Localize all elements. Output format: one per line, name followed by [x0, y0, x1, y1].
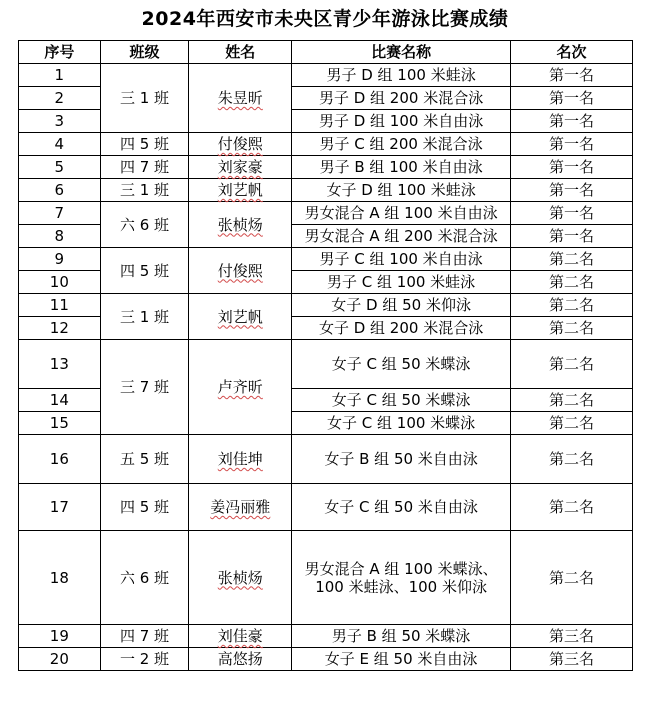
header-event: 比赛名称 — [292, 41, 511, 64]
row-event: 女子 D 组 50 米仰泳 — [292, 294, 511, 317]
table-row — [19, 294, 633, 317]
row-class: 四 5 班 — [100, 484, 189, 531]
row-name: 刘佳坤 — [189, 435, 292, 484]
row-class: 三 1 班 — [100, 179, 189, 202]
row-name: 刘家豪 — [189, 156, 292, 179]
table-row — [19, 202, 633, 225]
row-class: 四 7 班 — [100, 625, 189, 648]
row-name: 刘佳豪 — [189, 625, 292, 648]
row-rank: 第二名 — [510, 531, 632, 625]
row-no: 11 — [19, 294, 101, 317]
row-no: 14 — [19, 389, 101, 412]
row-rank: 第一名 — [510, 87, 632, 110]
row-rank: 第二名 — [510, 317, 632, 340]
row-name: 付俊熙 — [189, 248, 292, 294]
row-rank: 第二名 — [510, 340, 632, 389]
row-class: 五 5 班 — [100, 435, 189, 484]
table-row — [19, 531, 633, 625]
table-row — [19, 648, 633, 671]
row-no: 15 — [19, 412, 101, 435]
row-no: 17 — [19, 484, 101, 531]
row-event: 男子 D 组 100 米自由泳 — [292, 110, 511, 133]
row-no: 12 — [19, 317, 101, 340]
row-name: 张桢炀 — [189, 531, 292, 625]
row-event: 女子 D 组 100 米蛙泳 — [292, 179, 511, 202]
row-name: 张桢炀 — [189, 202, 292, 248]
row-event: 男子 B 组 100 米自由泳 — [292, 156, 511, 179]
row-no: 20 — [19, 648, 101, 671]
row-rank: 第一名 — [510, 225, 632, 248]
row-class: 三 7 班 — [100, 340, 189, 435]
row-event-line: 100 米蛙泳、100 米仰泳 — [315, 577, 487, 596]
row-event: 男子 B 组 50 米蝶泳 — [292, 625, 511, 648]
page-title: 2024年西安市未央区青少年游泳比赛成绩 — [141, 8, 509, 30]
row-no: 4 — [19, 133, 101, 156]
row-no: 16 — [19, 435, 101, 484]
table-row — [19, 133, 633, 156]
header-name: 姓名 — [189, 41, 292, 64]
row-rank: 第一名 — [510, 156, 632, 179]
row-event: 女子 E 组 50 米自由泳 — [292, 648, 511, 671]
table-row — [19, 248, 633, 271]
row-no: 2 — [19, 87, 101, 110]
row-event: 女子 C 组 50 米蝶泳 — [292, 340, 511, 389]
row-rank: 第三名 — [510, 648, 632, 671]
row-class: 一 2 班 — [100, 648, 189, 671]
row-name: 姜冯丽雅 — [189, 484, 292, 531]
row-no: 3 — [19, 110, 101, 133]
row-rank: 第二名 — [510, 484, 632, 531]
row-rank: 第二名 — [510, 248, 632, 271]
header-row — [19, 41, 633, 64]
row-rank: 第二名 — [510, 389, 632, 412]
table-row — [19, 340, 633, 389]
row-name: 刘艺帆 — [189, 179, 292, 202]
row-rank: 第一名 — [510, 202, 632, 225]
row-event: 男女混合 A 组 100 米自由泳 — [292, 202, 511, 225]
row-rank: 第一名 — [510, 110, 632, 133]
row-no: 1 — [19, 64, 101, 87]
row-no: 19 — [19, 625, 101, 648]
row-class: 三 1 班 — [100, 64, 189, 133]
row-class: 三 1 班 — [100, 294, 189, 340]
table-row — [19, 179, 633, 202]
table-row — [19, 156, 633, 179]
row-event: 女子 C 组 50 米蝶泳 — [292, 389, 511, 412]
row-class: 六 6 班 — [100, 202, 189, 248]
header-class: 班级 — [100, 41, 189, 64]
row-event: 男子 C 组 100 米自由泳 — [292, 248, 511, 271]
table-row — [19, 625, 633, 648]
row-no: 5 — [19, 156, 101, 179]
row-no: 13 — [19, 340, 101, 389]
table-row — [19, 64, 633, 87]
row-event: 男子 D 组 100 米蛙泳 — [292, 64, 511, 87]
table-row — [19, 484, 633, 531]
row-event: 女子 D 组 200 米混合泳 — [292, 317, 511, 340]
row-rank: 第一名 — [510, 64, 632, 87]
row-event: 男子 C 组 200 米混合泳 — [292, 133, 511, 156]
row-rank: 第二名 — [510, 435, 632, 484]
header-no: 序号 — [19, 41, 101, 64]
row-name: 高悠扬 — [189, 648, 292, 671]
row-name: 付俊熙 — [189, 133, 292, 156]
row-name: 刘艺帆 — [189, 294, 292, 340]
row-no: 18 — [19, 531, 101, 625]
results-table — [18, 40, 633, 671]
row-class: 四 5 班 — [100, 248, 189, 294]
row-class: 四 7 班 — [100, 156, 189, 179]
row-no: 10 — [19, 271, 101, 294]
row-event: 女子 C 组 50 米自由泳 — [292, 484, 511, 531]
row-no: 6 — [19, 179, 101, 202]
row-event: 男女混合 A 组 200 米混合泳 — [292, 225, 511, 248]
row-event: 男子 C 组 100 米蛙泳 — [292, 271, 511, 294]
row-event: 女子 B 组 50 米自由泳 — [292, 435, 511, 484]
header-rank: 名次 — [510, 41, 632, 64]
row-rank: 第一名 — [510, 179, 632, 202]
row-rank: 第二名 — [510, 271, 632, 294]
table-row — [19, 435, 633, 484]
row-no: 8 — [19, 225, 101, 248]
row-no: 7 — [19, 202, 101, 225]
row-event: 男子 D 组 200 米混合泳 — [292, 87, 511, 110]
row-event — [292, 531, 511, 625]
row-rank: 第三名 — [510, 625, 632, 648]
row-rank: 第二名 — [510, 294, 632, 317]
row-name: 朱昱昕 — [189, 64, 292, 133]
row-class: 六 6 班 — [100, 531, 189, 625]
row-rank: 第一名 — [510, 133, 632, 156]
row-rank: 第二名 — [510, 412, 632, 435]
row-class: 四 5 班 — [100, 133, 189, 156]
row-name: 卢齐昕 — [189, 340, 292, 435]
row-no: 9 — [19, 248, 101, 271]
row-event-line: 男女混合 A 组 100 米蝶泳、 — [304, 559, 498, 578]
row-event: 女子 C 组 100 米蝶泳 — [292, 412, 511, 435]
